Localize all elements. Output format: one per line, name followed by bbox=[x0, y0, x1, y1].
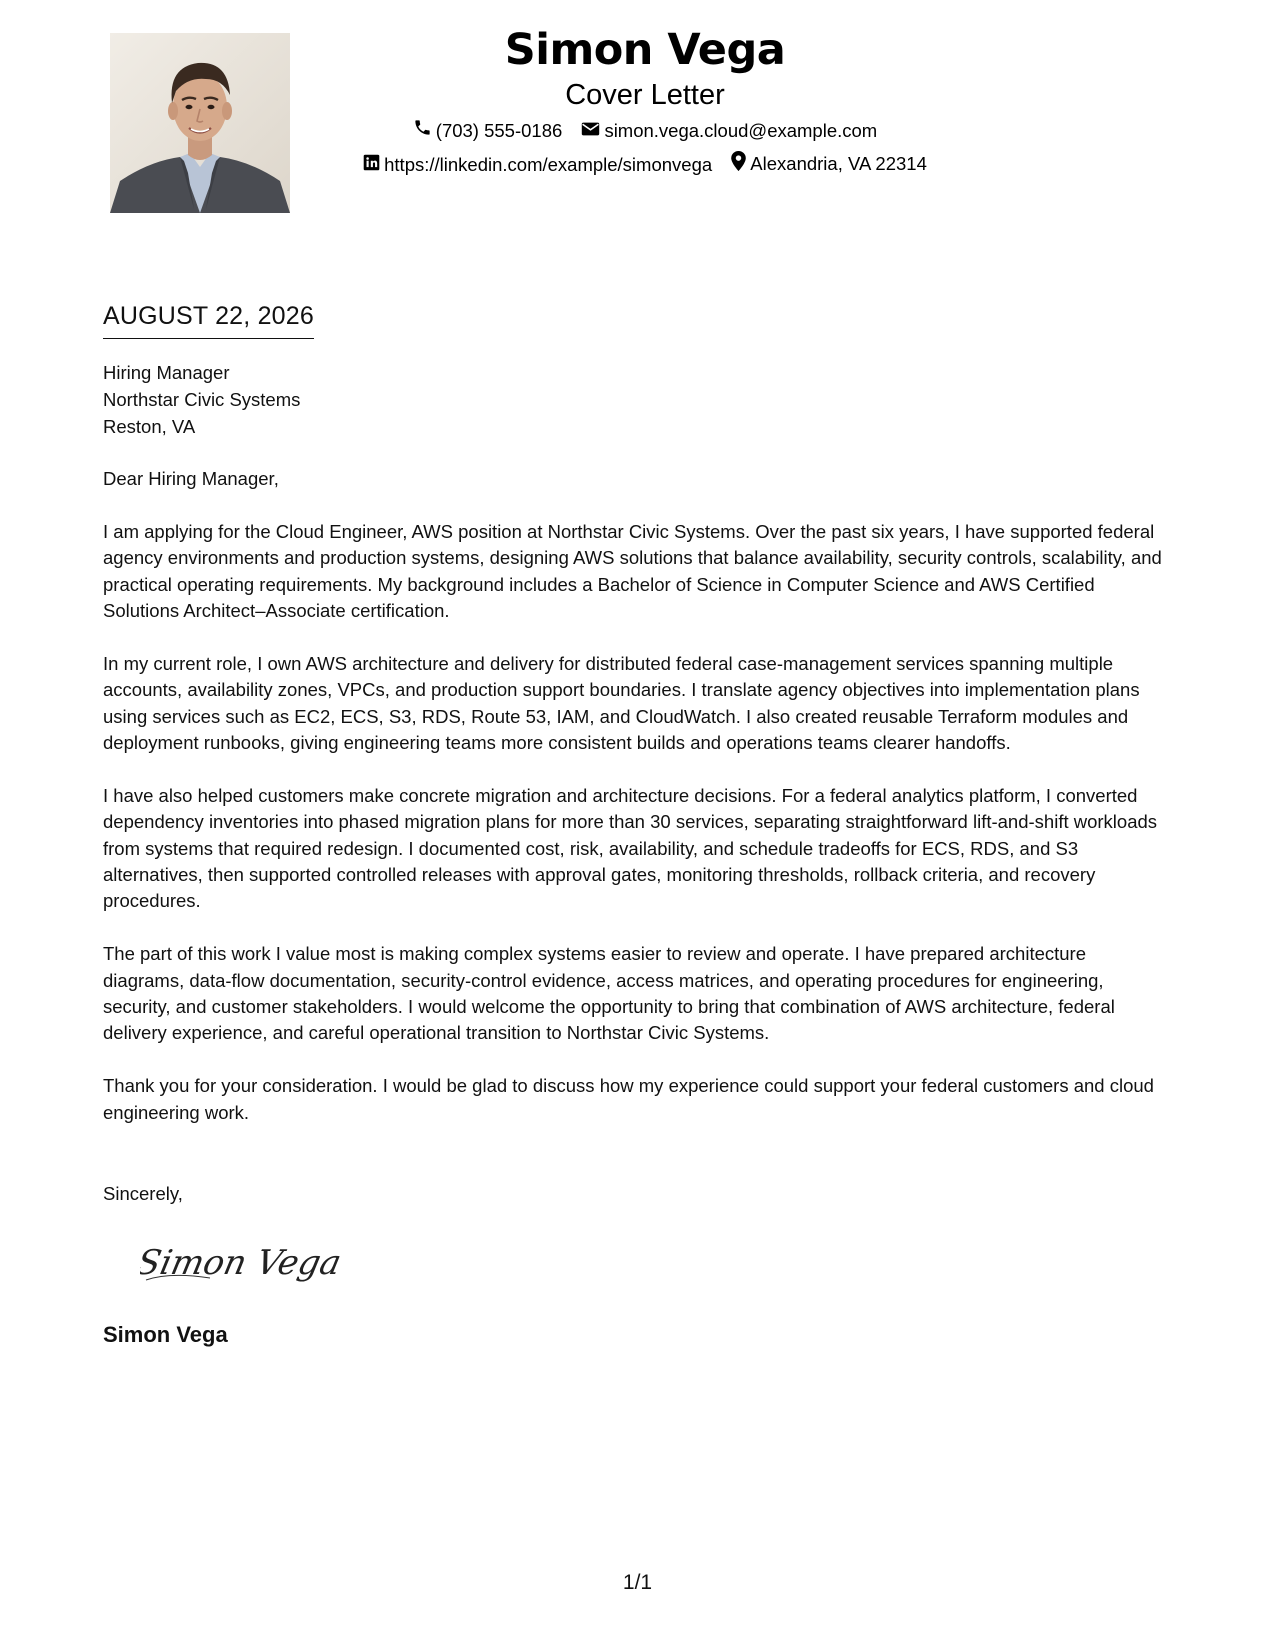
map-pin-icon bbox=[731, 151, 746, 177]
envelope-icon bbox=[581, 119, 600, 143]
signer-name: Simon Vega bbox=[103, 1322, 228, 1347]
recipient-line: Hiring Manager bbox=[103, 362, 230, 383]
body-paragraph: I am applying for the Cloud Engineer, AWS position at Northstar Civic Systems. Over the past six years, I have supported federal agency environments and production systems, designing AWS solutions that balance availability, security controls, scalability, and practical operating requirements. My background includes a Bachelor of Science in Computer Science and AWS Certified Solutions Architect–Associate certification. bbox=[103, 520, 1162, 622]
contact-linkedin[interactable] bbox=[363, 153, 712, 177]
linkedin-icon bbox=[363, 153, 380, 177]
linkedin-text[interactable]: https://linkedin.com/example/simonvega bbox=[384, 154, 713, 175]
location-text: Alexandria, VA 22314 bbox=[750, 153, 927, 174]
handwritten-signature bbox=[140, 1232, 340, 1292]
document-subtitle: Cover Letter bbox=[565, 79, 725, 111]
email-text[interactable]: simon.vega.cloud@example.com bbox=[604, 120, 878, 141]
applicant-name: Simon Vega bbox=[504, 25, 786, 75]
page-number: 1/1 bbox=[622, 1571, 653, 1594]
recipient-block bbox=[103, 359, 300, 440]
portrait-illustration bbox=[110, 33, 290, 213]
body-paragraph: The part of this work I value most is making complex systems easier to review and operate. I have prepared architecture diagrams, data-flow documentation, security-control evidence, access matrices, and operating procedures for engineering, security, and customer stakeholders. I would welcome the opportunity to bring that combination of AWS architecture, federal delivery experience, and careful operational transition to Northstar Civic Systems. bbox=[103, 943, 1115, 1044]
signature-text: Simon Vega bbox=[140, 1243, 340, 1283]
phone-text: (703) 555-0186 bbox=[435, 119, 563, 141]
contact-phone bbox=[413, 118, 563, 143]
contact-row-2 bbox=[310, 151, 980, 177]
contact-location bbox=[731, 151, 927, 177]
contact-email[interactable] bbox=[581, 119, 877, 143]
recipient-line: Reston, VA bbox=[103, 416, 196, 437]
contact-row-1 bbox=[310, 118, 980, 143]
letter-body bbox=[103, 466, 1165, 1152]
salutation: Dear Hiring Manager, bbox=[103, 468, 279, 489]
body-paragraph: I have also helped customers make concrete migration and architecture decisions. For a federal analytics platform, I converted dependency inventories into phased migration plans for more than 30 services, separating straightforward lift-and-shift workloads from systems that required redesign. I documented cost, risk, availability, and schedule tradeoffs for ECS, RDS, and S3 alternatives, then supported controlled releases with approval gates, monitoring thresholds, rollback criteria, and recovery procedures. bbox=[103, 784, 1158, 912]
profile-photo bbox=[110, 33, 290, 213]
closing: Sincerely, bbox=[103, 1183, 183, 1204]
body-paragraph: Thank you for your consideration. I would be glad to discuss how my experience could support your federal customers and cloud engineering work. bbox=[103, 1075, 1154, 1123]
header bbox=[310, 22, 980, 177]
body-paragraph: In my current role, I own AWS architecture and delivery for distributed federal case-management services spanning multiple accounts, availability zones, VPCs, and production support boundaries. I translate agency objectives into implementation plans using services such as EC2, ECS, S3, RDS, Route 53, IAM, and CloudWatch. I also created reusable Terraform modules and deployment runbooks, giving engineering teams more consistent builds and operations teams clearer handoffs. bbox=[103, 652, 1140, 754]
recipient-line: Northstar Civic Systems bbox=[103, 389, 301, 410]
letter-date: AUGUST 22, 2026 bbox=[103, 300, 314, 339]
phone-icon bbox=[413, 118, 432, 143]
